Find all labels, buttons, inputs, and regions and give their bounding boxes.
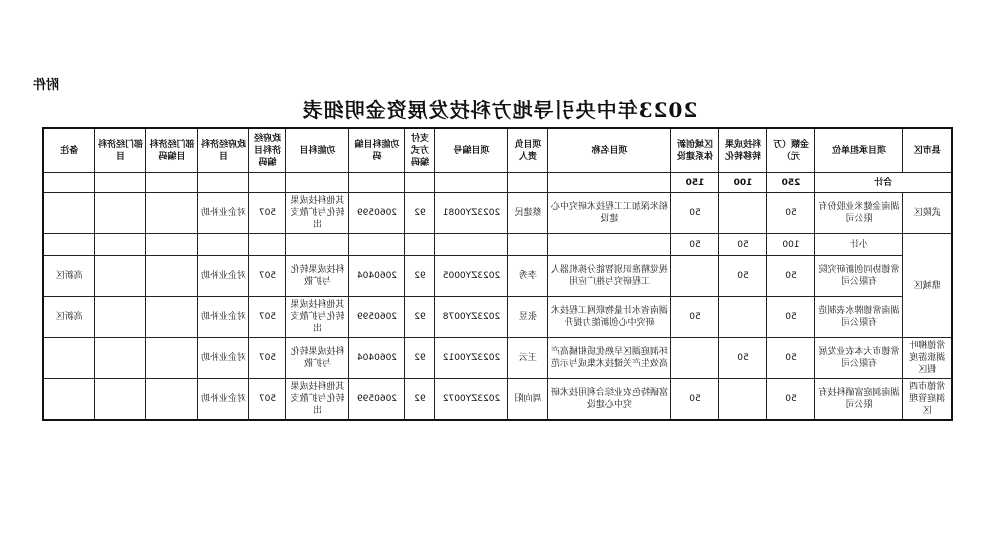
func-cell: 其他科技成果转化与扩散支出 (286, 193, 349, 234)
regional-cell: 50 (671, 379, 719, 421)
func-cell: 其他科技成果转化与扩散支出 (286, 379, 349, 421)
unit-cell: 常德市大本农业发展有限公司 (815, 338, 903, 379)
header-leader: 项目负责人 (508, 128, 548, 173)
subtotal-amount: 100 (767, 234, 815, 256)
regional-cell (671, 256, 719, 297)
dept-code-cell (146, 338, 198, 379)
project-cell: 稻米深加工工程技术研究中心建设 (548, 193, 671, 234)
header-regional: 区域创新体系建设 (671, 128, 719, 173)
table-row (43, 256, 952, 297)
dept-code-cell (146, 297, 198, 338)
code-cell: 2023ZY0081 (435, 193, 508, 234)
header-project-name: 项目名称 (548, 128, 671, 173)
subtotal-label: 小计 (815, 234, 903, 256)
pay-cell: 92 (405, 338, 435, 379)
leader-cell: 蔡建民 (508, 193, 548, 234)
amount-cell: 50 (767, 256, 815, 297)
code-cell: 2023ZY0005 (435, 256, 508, 297)
table-row (43, 338, 952, 379)
regional-cell (671, 338, 719, 379)
unit-cell: 湖南常德牌水表制造有限公司 (815, 297, 903, 338)
project-cell: 环洞庭湖区早熟优质柑橘高产高效生产关键技术集成与示范 (548, 338, 671, 379)
gov-cell: 对企业补助 (198, 193, 249, 234)
header-dept: 部门经济科目 (95, 128, 146, 173)
county-cell: 鼎城区 (903, 234, 952, 338)
leader-cell: 周向阳 (508, 379, 548, 421)
total-regional: 150 (671, 173, 719, 193)
transfer-cell (719, 193, 767, 234)
county-cell: 武陵区 (903, 193, 952, 234)
header-county: 县市区 (903, 128, 952, 173)
header-gov-code: 政府经济科目编码 (249, 128, 286, 173)
func-code-cell: 2060404 (349, 338, 405, 379)
dept-cell (95, 379, 146, 421)
func-code-cell: 2060599 (349, 193, 405, 234)
funding-detail-table (42, 127, 953, 421)
amount-cell: 50 (767, 379, 815, 421)
func-cell: 科技成果转化与扩散 (286, 338, 349, 379)
code-cell: 2023ZY0078 (435, 297, 508, 338)
amount-cell: 50 (767, 297, 815, 338)
header-gov: 政府经济科目 (198, 128, 249, 173)
note-cell: 高新区 (43, 256, 95, 297)
note-cell (43, 379, 95, 421)
document-title: 2023年中央引导地方科技发展资金明细表 (301, 98, 698, 122)
code-cell: 2023ZY0072 (435, 379, 508, 421)
dept-cell (95, 256, 146, 297)
subtotal-transfer: 50 (719, 234, 767, 256)
header-row (43, 128, 952, 173)
transfer-cell: 50 (719, 338, 767, 379)
gov-code-cell: 507 (249, 379, 286, 421)
subtotal-regional: 50 (671, 234, 719, 256)
unit-cell: 湖南洞庭富硒科技有限公司 (815, 379, 903, 421)
pay-cell: 92 (405, 297, 435, 338)
transfer-cell (719, 297, 767, 338)
gov-code-cell: 507 (249, 297, 286, 338)
header-dept-code: 部门经济科目编码 (146, 128, 198, 173)
header-func-code: 功能科目编码 (349, 128, 405, 173)
dept-cell (95, 338, 146, 379)
regional-cell: 50 (671, 193, 719, 234)
county-cell: 常德柳叶湖旅游度假区 (903, 338, 952, 379)
note-cell (43, 193, 95, 234)
unit-cell: 常德协同创新研究院有限公司 (815, 256, 903, 297)
header-project-code: 项目编号 (435, 128, 508, 173)
total-amount: 250 (767, 173, 815, 193)
transfer-cell: 50 (719, 256, 767, 297)
dept-code-cell (146, 256, 198, 297)
code-cell: 2023ZY0012 (435, 338, 508, 379)
pay-cell: 92 (405, 193, 435, 234)
leader-cell: 李秀 (508, 256, 548, 297)
gov-cell: 对企业补助 (198, 297, 249, 338)
amount-cell: 50 (767, 338, 815, 379)
table-row (43, 297, 952, 338)
table-row (43, 193, 952, 234)
total-transfer: 100 (719, 173, 767, 193)
header-transfer: 科技成果转移转化 (719, 128, 767, 173)
dept-cell (95, 193, 146, 234)
header-amount: 金额（万元） (767, 128, 815, 173)
gov-code-cell: 507 (249, 193, 286, 234)
unit-cell: 湖南金健米业股份有限公司 (815, 193, 903, 234)
func-code-cell: 2060599 (349, 297, 405, 338)
func-code-cell: 2060599 (349, 379, 405, 421)
gov-code-cell: 507 (249, 256, 286, 297)
pay-cell: 92 (405, 256, 435, 297)
leader-cell: 王云 (508, 338, 548, 379)
regional-cell: 50 (671, 297, 719, 338)
func-code-cell: 2060404 (349, 256, 405, 297)
transfer-cell (719, 379, 767, 421)
gov-cell: 对企业补助 (198, 379, 249, 421)
table-row (43, 379, 952, 421)
amount-cell: 50 (767, 193, 815, 234)
gov-cell: 对企业补助 (198, 256, 249, 297)
dept-code-cell (146, 193, 198, 234)
project-cell: 富硒特色农业综合利用技术研究中心建设 (548, 379, 671, 421)
func-cell: 科技成果转化与扩散 (286, 256, 349, 297)
note-cell: 高新区 (43, 297, 95, 338)
dept-code-cell (146, 379, 198, 421)
total-label: 合计 (815, 173, 952, 193)
header-unit: 项目承担单位 (815, 128, 903, 173)
subtotal-row (43, 234, 952, 256)
leader-cell: 张昱 (508, 297, 548, 338)
attachment-label: 附件 (32, 78, 59, 93)
header-note: 备注 (43, 128, 95, 173)
gov-cell: 对企业补助 (198, 338, 249, 379)
project-cell: 湖南省水计量物联网工程技术研究中心创新能力提升 (548, 297, 671, 338)
header-pay-code: 支付方式编码 (405, 128, 435, 173)
dept-cell (95, 297, 146, 338)
func-cell: 其他科技成果转化与扩散支出 (286, 297, 349, 338)
pay-cell: 92 (405, 379, 435, 421)
project-cell: 视觉精准识别智能分拣机器人工程研究与推广应用 (548, 256, 671, 297)
note-cell (43, 338, 95, 379)
gov-code-cell: 507 (249, 338, 286, 379)
total-row (43, 173, 952, 193)
header-func: 功能科目 (286, 128, 349, 173)
county-cell: 常德市西洞庭管理区 (903, 379, 952, 421)
